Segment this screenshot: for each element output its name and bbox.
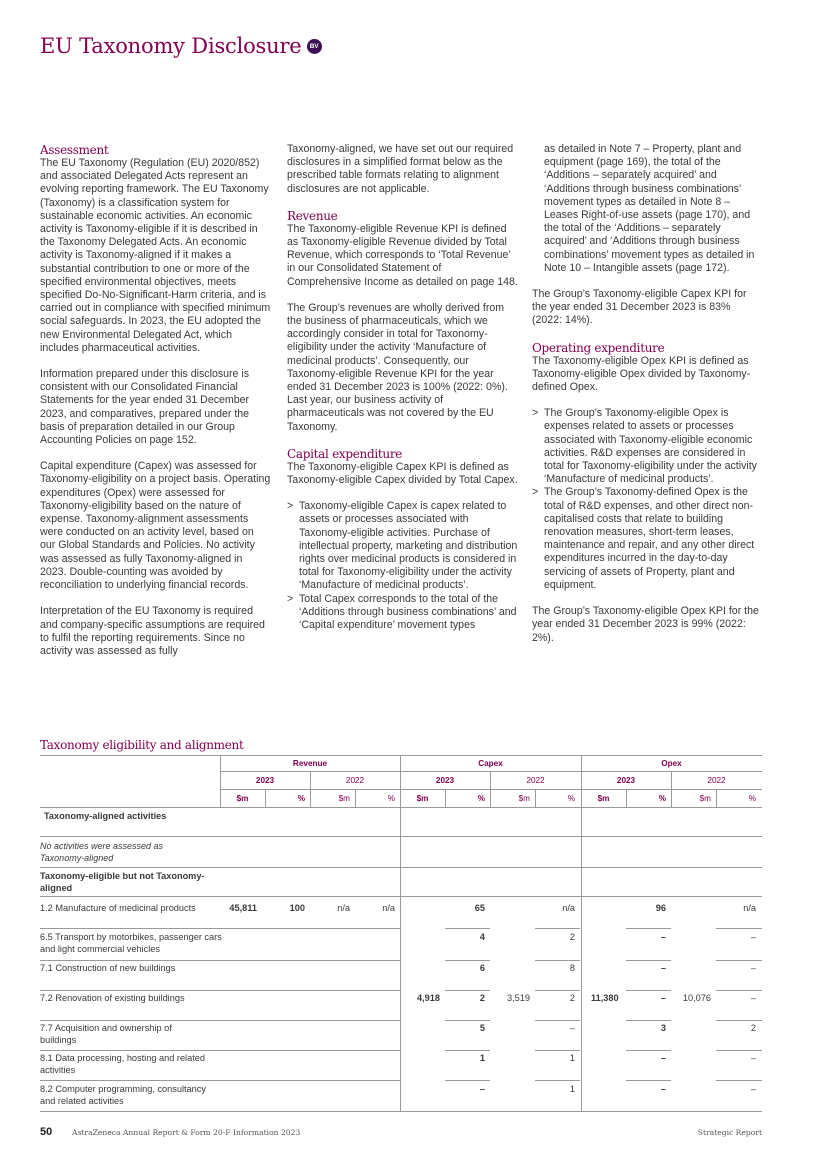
- opex-2023-pct: –: [660, 1053, 666, 1063]
- page-title: [40, 34, 322, 58]
- header-unit-sm: $m: [416, 794, 429, 803]
- cell-rule: [716, 1020, 762, 1021]
- opex-bullet-1: > The Group’s Taxonomy-eligible Opex is expenses related to assets or processes associated with Taxonomy-eligible economic activities. R&D expenses are considered in total for Taxonomy-eligibility under the activity ‘Manufacture of medicinal products’.: [532, 407, 763, 486]
- cell-rule: [445, 1050, 490, 1051]
- capex-2023-total-sm: 4,918: [417, 993, 440, 1003]
- opex-2022-total-sm: 10,076: [682, 993, 711, 1003]
- assessment-paragraph-1: The EU Taxonomy (Regulation (EU) 2020/852) and associated Delegated Acts represent an evolving reporting framework. The EU Taxonomy (Taxonomy) is a classification system for sustainable economic activities. An economic activity is Taxonomy-eligible if it is described in the Taxonomy Delegated Acts. An economic activity is Taxonomy-aligned if it makes a substantial contribution to one or more of the specified environmental objectives, meets specified Do-No-Significant-Harm criteria, and is carried out in compliance with specified minimum social safeguards. In 2023, the EU adopted the new Environmental Delegated Act, which includes pharmaceutical activities.: [40, 157, 271, 354]
- opex-2022-pct: n/a: [743, 903, 756, 913]
- row-label: 1.2 Manufacture of medicinal products: [40, 903, 196, 913]
- cell-rule: [626, 1050, 671, 1051]
- capex-2023-pct: 65: [474, 903, 485, 913]
- table-rule: [40, 867, 762, 868]
- table-rule: [40, 836, 762, 837]
- capex-2023-pct: 1: [479, 1053, 485, 1063]
- row-label: 7.2 Renovation of existing buildings: [40, 993, 185, 1003]
- opex-kpi-paragraph: The Group’s Taxonomy-eligible Opex KPI for the year ended 31 December 2023 is 99% (2022: 2%).: [532, 605, 759, 644]
- page-number: 50: [40, 1126, 53, 1138]
- capex-2022-pct: 1: [569, 1053, 575, 1063]
- header-year-2022: 2022: [526, 776, 545, 785]
- cell-rule: [535, 1050, 580, 1051]
- taxonomy-table: [40, 755, 762, 1115]
- section-name: Strategic Report: [697, 1128, 762, 1137]
- column-2: [287, 143, 518, 645]
- header-capex: Capex: [478, 759, 503, 768]
- capex-bullet-2: > Total Capex corresponds to the total of the ‘Additions through business combinations’ and ‘Capital expenditure’ movement types: [287, 593, 518, 633]
- cell-rule: [716, 990, 762, 991]
- no-activities-note: No activities were assessed as Taxonomy-aligned: [40, 841, 164, 863]
- header-unit-pct: %: [477, 794, 485, 803]
- revenue-2022-sm: n/a: [337, 903, 350, 913]
- revenue-2022-pct: n/a: [382, 903, 395, 913]
- capex-2022-pct: 1: [569, 1084, 575, 1094]
- capex-bullet-1: > Taxonomy-eligible Capex is capex related to assets or processes associated with Taxonomy-eligible activities. Purchase of intellectual property, marketing and distribution rights over medicinal products is considered in total for Taxonomy-eligibility under the activity ‘Manufacture of medicinal products’.: [287, 500, 518, 592]
- cell-rule: [626, 990, 671, 991]
- capex-heading: Capital expenditure: [287, 446, 403, 461]
- column-3: [532, 143, 763, 658]
- table-rule: [40, 1050, 400, 1051]
- table-rule: [40, 807, 762, 808]
- cell-rule: [535, 960, 580, 961]
- table-rule: [40, 990, 400, 991]
- cell-rule: [535, 1080, 580, 1081]
- table-vrule: [581, 755, 582, 1111]
- opex-2022-pct: –: [750, 1053, 756, 1063]
- header-unit-sm: $m: [518, 794, 530, 803]
- cell-rule: [626, 1080, 671, 1081]
- revenue-paragraph-1: The Taxonomy-eligible Revenue KPI is defined as Taxonomy-eligible Revenue divided by Total Revenue, which corresponds to ‘Total Revenue’ in our Consolidated Statement of Comprehensive Income as detailed on page 148.: [287, 222, 518, 288]
- opex-2022-pct: –: [750, 1084, 756, 1094]
- opex-heading: Operating expenditure: [532, 340, 665, 355]
- assessment-paragraph-3: Capital expenditure (Capex) was assessed for Taxonomy-eligibility on a project basis. Operating expenditures (Opex) were assessed for Taxonomy-eligibility based on the nature of expense. Taxonomy-alignment assessments were conducted on an activity level, based on our Global Standards and Policies. No activity was assessed as fully Taxonomy-aligned in 2023. Double-counting was avoided by reconciliation to underlying financial records.: [40, 460, 271, 592]
- opex-2022-pct: –: [750, 993, 756, 1003]
- opex-2022-pct: 2: [750, 1023, 756, 1033]
- row-label: 8.1 Data processing, hosting and related activities: [40, 1053, 205, 1075]
- header-unit-sm: $m: [699, 794, 711, 803]
- row-label: 7.7 Acquisition and ownership of buildings: [40, 1023, 172, 1045]
- capex-bullet-2-continued: as detailed in Note 7 – Property, plant and equipment (page 169), the total of the ‘Additions – separately acquired’ and ‘Additions through business combinations’ movement types as detailed in Note 8 – Leases Right-of-use assets (page 170), and the total of the ‘Additions – separately acquired’ and ‘Additions through business combinations’ movement types as detailed in Note 10 – Intangible assets (page 172).: [544, 143, 755, 274]
- opex-2023-pct: –: [660, 963, 666, 973]
- opex-2023-pct: –: [660, 932, 666, 942]
- cell-rule: [445, 1080, 490, 1081]
- opex-2022-pct: –: [750, 932, 756, 942]
- header-unit-sm: $m: [236, 794, 249, 803]
- assessment-paragraph-2: Information prepared under this disclosure is consistent with our Consolidated Financial Statements for the year ended 31 December 2023, and comparatives, prepared under the basis of preparation detailed in our Group Accounting Policies on page 152.: [40, 368, 250, 447]
- table-rule: [40, 896, 762, 897]
- table-rule: [40, 1111, 762, 1112]
- cell-rule: [626, 1020, 671, 1021]
- capex-2023-pct: 4: [479, 932, 485, 942]
- capex-2022-pct: n/a: [562, 903, 575, 913]
- assessment-paragraph-4: Interpretation of the EU Taxonomy is required and company-specific assumptions are required to fulfil the reporting requirements. Since no activity was assessed as fully: [40, 605, 265, 657]
- header-year-2023: 2023: [255, 776, 275, 785]
- header-unit-sm: $m: [597, 794, 610, 803]
- cell-rule: [716, 928, 762, 929]
- table-rule: [40, 960, 400, 961]
- capex-2022-pct: 2: [569, 993, 575, 1003]
- row-label: 8.2 Computer programming, consultancy and related activities: [40, 1084, 206, 1106]
- capex-2023-pct: –: [479, 1084, 485, 1094]
- capex-2022-pct: 8: [569, 963, 575, 973]
- opex-2023-pct: 3: [660, 1023, 666, 1033]
- header-year-2023: 2023: [616, 776, 636, 785]
- table-rule: [40, 928, 400, 929]
- table-rule: [220, 789, 762, 790]
- opex-paragraph-1: The Taxonomy-eligible Opex KPI is defined as Taxonomy-eligible Opex divided by Taxonomy-defined Opex.: [532, 354, 751, 394]
- capex-2022-pct: –: [569, 1023, 575, 1033]
- cell-rule: [535, 990, 580, 991]
- section-aligned: Taxonomy-aligned activities: [44, 811, 167, 821]
- cell-rule: [716, 960, 762, 961]
- capex-2023-pct: 6: [479, 963, 485, 973]
- capex-paragraph-1: The Taxonomy-eligible Capex KPI is defined as Taxonomy-eligible Capex divided by Total Capex.: [287, 460, 518, 487]
- capex-2023-pct: 2: [479, 993, 485, 1003]
- opex-bullet-2: > The Group’s Taxonomy-defined Opex is the total of R&D expenses, and other direct non-capitalised costs that relate to building renovation measures, short-term leases, maintenance and repair, and any other direct expenditures incurred in the day-to-day servicing of assets of Property, plant and equipment.: [532, 486, 763, 592]
- table-rule: [40, 755, 762, 756]
- header-unit-pct: %: [748, 794, 756, 803]
- opex-2022-pct: –: [750, 963, 756, 973]
- revenue-2023-sm: 45,811: [229, 903, 257, 913]
- bv-badge-icon: BV: [307, 39, 322, 54]
- cell-rule: [445, 990, 490, 991]
- cell-rule: [535, 1020, 580, 1021]
- assessment-heading: Assessment: [40, 143, 109, 157]
- revenue-paragraph-2: The Group’s revenues are wholly derived from the business of pharmaceuticals, which we accordingly consider in total for Taxonomy-eligibility under the activity ‘Manufacture of medicinal products’. Consequently, our Taxonomy-eligible Revenue KPI for the year ended 31 December 2023 is 100% (2022: 0%). Last year, our business activity of pharmaceuticals was not covered by the EU Taxonomy.: [287, 301, 508, 433]
- header-unit-pct: %: [387, 794, 395, 803]
- cell-rule: [626, 960, 671, 961]
- cell-rule: [716, 1080, 762, 1081]
- cell-rule: [626, 928, 671, 929]
- capex-bullet-list: [287, 500, 518, 632]
- capex-2022-pct: 2: [569, 932, 575, 942]
- header-unit-pct: %: [567, 794, 575, 803]
- header-year-2022: 2022: [707, 776, 726, 785]
- opex-bullet-list: [532, 407, 763, 592]
- cell-rule: [535, 928, 580, 929]
- revenue-heading: Revenue: [287, 208, 338, 223]
- table-rule: [40, 1080, 400, 1081]
- opex-2023-pct: –: [660, 1084, 666, 1094]
- header-revenue: Revenue: [292, 759, 328, 768]
- opex-2023-total-sm: 11,380: [591, 993, 619, 1003]
- cell-rule: [445, 960, 490, 961]
- cell-rule: [445, 1020, 490, 1021]
- table-rule: [220, 771, 762, 772]
- assessment-paragraph-5: Taxonomy-aligned, we have set out our required disclosures in a simplified format below as the prescribed table formats relating to alignment disclosures are not applicable.: [287, 143, 514, 195]
- opex-2023-pct: 96: [655, 903, 666, 913]
- cell-rule: [445, 928, 490, 929]
- column-1: [40, 143, 271, 671]
- report-name: AstraZeneca Annual Report & Form 20-F Information 2023: [72, 1128, 301, 1137]
- capex-2023-pct: 5: [479, 1023, 485, 1033]
- row-label: 6.5 Transport by motorbikes, passenger cars and light commercial vehicles: [40, 932, 222, 954]
- table-title: Taxonomy eligibility and alignment: [40, 738, 244, 752]
- capex-2022-total-sm: 3,519: [507, 993, 530, 1003]
- capex-kpi-paragraph: The Group’s Taxonomy-eligible Capex KPI for the year ended 31 December 2023 is 83% (2022: 14%).: [532, 288, 747, 327]
- header-year-2022: 2022: [345, 776, 365, 785]
- opex-2023-pct: –: [660, 993, 666, 1003]
- header-unit-pct: %: [297, 794, 305, 803]
- header-opex: Opex: [661, 759, 682, 768]
- table-rule: [40, 1020, 400, 1021]
- revenue-2023-pct: 100: [289, 903, 305, 913]
- header-unit-pct: %: [658, 794, 666, 803]
- section-eligible: Taxonomy-eligible but not Taxonomy-aligned: [40, 871, 205, 893]
- header-unit-sm: $m: [338, 794, 350, 803]
- header-year-2023: 2023: [435, 776, 455, 785]
- table-vrule: [400, 755, 401, 1111]
- row-label: 7.1 Construction of new buildings: [40, 963, 176, 973]
- cell-rule: [716, 1050, 762, 1051]
- page-title-text: EU Taxonomy Disclosure: [40, 34, 302, 58]
